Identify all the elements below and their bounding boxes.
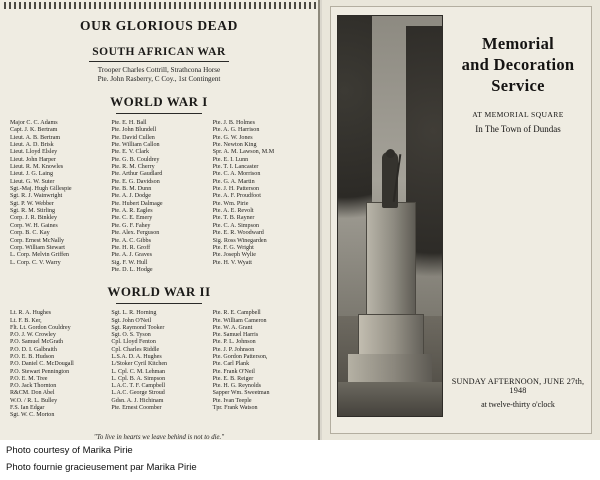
ww2-column-1 <box>10 310 105 419</box>
name-entry: Pte. J. P. Johnson <box>212 346 255 353</box>
name-entry: P.O. Stewart Pennington <box>10 368 70 375</box>
name-entry: Cpl. Charles Riddle <box>111 346 160 353</box>
name-entry: P.O. D. I. Galbraith <box>10 346 57 353</box>
name-entry: Pte. A. R. Eagles <box>111 208 153 215</box>
service-datetime-block <box>447 377 589 409</box>
name-entry: F.S. Ian Edgar <box>10 405 45 412</box>
ww1-name-columns <box>6 118 312 274</box>
name-entry: Lieut. A. B. Bertram <box>10 134 61 141</box>
monument-mid-base <box>358 314 424 356</box>
name-entry: Pte. Alex. Ferguson <box>111 230 160 237</box>
name-entry: Sgt. Raymond Tooker <box>111 324 165 331</box>
photo-credit-english: Photo courtesy of Marika Pirie <box>6 445 133 456</box>
name-entry: L. Corp. C. V. Warry <box>10 259 61 266</box>
name-entry: Pte. Frank O'Neil <box>212 368 255 375</box>
name-entry: Pte. Wm. Pirie <box>212 200 249 207</box>
name-entry: Sgt. O. S. Tyson <box>111 332 151 339</box>
name-entry: Pte. H. V. Wyatt <box>212 259 252 266</box>
name-entry: Pte. David Cullen <box>111 134 155 141</box>
name-entry: Pte. D. L. Hodge <box>111 266 153 273</box>
name-entry: Pte. G. W. Jones <box>212 134 253 141</box>
name-entry: Pte. G. A. Martin <box>212 178 255 185</box>
name-entry: Pte. Samuel Harris <box>212 332 259 339</box>
memorial-statue-photo <box>337 15 443 417</box>
name-entry: Lieut. John Harper <box>10 156 56 163</box>
photo-credit-bar <box>0 440 600 480</box>
name-entry: Pte. H. G. Reynolds <box>212 383 262 390</box>
name-entry: Pte. P. L. Johnson <box>212 339 256 346</box>
name-entry: Pte. J. H. Patterson <box>212 186 260 193</box>
name-entry: Major C. C. Adams <box>10 120 58 126</box>
service-town-label: In The Town of Dundas <box>475 124 561 134</box>
name-entry: Pte. Newton King <box>212 142 257 149</box>
name-entry: L. Cpl. B. A. Simpson <box>111 375 166 382</box>
name-entry: Pte. J. B. Holmes <box>212 120 255 126</box>
name-entry: Pte. E. H. Ball <box>111 120 147 126</box>
name-entry: Pte. E. V. Clark <box>111 149 150 156</box>
service-time: at twelve-thirty o'clock <box>481 400 555 409</box>
name-entry: Pte. W. A. Grant <box>212 324 253 331</box>
name-entry: Pte. G. F. Fahey <box>111 222 151 229</box>
name-entry: Flt. Lt. Gordon Couldrey <box>10 324 71 331</box>
soldier-statue-head <box>386 149 395 158</box>
ww1-column-3 <box>213 120 308 274</box>
service-date: SUNDAY AFTERNOON, JUNE 27th, 1948 <box>451 377 585 395</box>
name-entry: Pte. William Callon <box>111 142 160 149</box>
name-entry: P.O. J. W. Crowley <box>10 332 56 339</box>
name-entry: P.O. Samuel McGrath <box>10 339 64 346</box>
page-title: OUR GLORIOUS DEAD <box>80 18 238 33</box>
name-entry: Pte. F. G. Wright <box>212 244 254 251</box>
name-entry: Pte. R. E. Campbell <box>212 310 261 317</box>
name-entry: Lieut. R. M. Knowles <box>10 164 64 171</box>
name-entry: Pte. Ivan Teeple <box>212 397 252 404</box>
name-entry: Corp. J. R. Binkley <box>10 215 58 222</box>
ww2-column-3 <box>213 310 308 419</box>
name-entry: Pte. B. M. Dunn <box>111 186 152 193</box>
name-entry: Lt. R. A. Hughes <box>10 310 51 317</box>
name-entry: Sgt. W. C. Morton <box>10 412 55 419</box>
name-entry: Sig. Ross Winegarden <box>212 237 267 244</box>
name-entry: Spr. A. M. Lawson, M.M <box>212 149 275 156</box>
name-entry: Pte. John Blundell <box>111 127 157 134</box>
name-entry: Pte. A. J. Dodge <box>111 193 151 200</box>
section-heading-world-war-i: WORLD WAR I <box>110 94 208 109</box>
name-entry: Pte. A. J. Graves <box>111 252 152 259</box>
service-title-line-1: Memorial <box>481 34 555 53</box>
name-entry: Corp. Ernest McNally <box>10 237 64 244</box>
page-edge-perforation <box>4 2 316 9</box>
name-entry: Capt. J. K. Bertram <box>10 127 58 134</box>
name-entry: Cpl. Lloyd Fenton <box>111 339 156 346</box>
ww2-name-columns <box>6 308 312 419</box>
name-entry: P.O. E. M. Tree <box>10 375 48 382</box>
name-entry: Pte. Carl Plank <box>212 361 250 368</box>
monument-column <box>366 202 416 320</box>
name-entry: Lt. F. B. Ker, <box>10 317 42 324</box>
name-entry: Pte. T. B. Rayner <box>212 215 255 222</box>
name-entry: Pte. G. B. Couldrey <box>111 156 160 163</box>
name-entry: Pte. H. R. Groff <box>111 244 151 251</box>
service-title-block <box>447 33 589 134</box>
name-entry: L. Corp. Melvin Griffen <box>10 252 69 259</box>
name-entry: Sig. F. W. Hull <box>111 259 148 266</box>
name-entry: Pte. E. I. Lunn <box>212 156 249 163</box>
ww1-column-2 <box>111 120 206 274</box>
name-entry: W.O. / R. L. Bulley <box>10 397 58 404</box>
name-entry: Pte. Ernest Coomber <box>111 405 162 412</box>
name-entry: Pte. A. E. Revolt <box>212 208 254 215</box>
name-entry: Pte. T. I. Lancaster <box>212 164 259 171</box>
name-entry: Pte. E. B. Reiger <box>212 375 254 382</box>
name-entry: Lieut. J. G. Laing <box>10 171 53 178</box>
divider-rule <box>116 113 202 114</box>
name-entry: Pte. Joseph Wylie <box>212 252 257 259</box>
name-entry: Pte. A. F. Proudfoot <box>212 193 261 200</box>
name-entry: Pte. A. G. Harrison <box>212 127 260 134</box>
section-heading-world-war-ii: WORLD WAR II <box>107 284 211 300</box>
name-entry: P.O. E. B. Hudson <box>10 354 55 360</box>
divider-rule <box>116 303 202 304</box>
name-entry: P.O. Jack Thornton <box>10 383 57 390</box>
name-entry: L. Cpl. C. M. Lehman <box>111 368 166 375</box>
name-entry: Lieut. Lloyd Elsley <box>10 149 58 156</box>
name-entry: Lieut. A. D. Brisk <box>10 142 54 149</box>
name-entry: Pte. C. E. Emery <box>111 215 153 222</box>
name-entry: L.A.C. T. F. Campbell <box>111 383 166 390</box>
name-entry: Pte. A. C. Gibbs <box>111 237 151 244</box>
name-entry: L/Stoker Cyril Kitchen <box>111 361 168 368</box>
epitaph-text: "To live in hearts we leave behind is not to die." <box>93 433 225 440</box>
name-entry: Pte. Arthur Gaudlard <box>111 171 163 178</box>
name-entry: R&CM. Don Abel <box>10 390 55 397</box>
name-entry: Tpr. Frank Watson <box>212 405 258 412</box>
name-entry: Sapper Wm. Sweetman <box>212 390 270 397</box>
right-program-page <box>322 0 600 440</box>
divider-rule <box>89 61 230 62</box>
name-entry: P.O. Daniel C. McDougall <box>10 361 74 368</box>
name-entry: Sgt. P. W. Webber <box>10 200 54 207</box>
name-entry: Lieut. G. W. Suter <box>10 178 55 185</box>
ww2-column-2 <box>111 310 206 419</box>
name-entry: L.A.C. George Stroud <box>111 390 165 397</box>
name-entry: Pte. Hubert Dalmage <box>111 200 163 207</box>
name-entry: Pte. C. A. Simpson <box>212 222 260 229</box>
name-entry: Pte. E. R. Woodward <box>212 230 264 237</box>
name-entry: Sgt. R. M. Stirling <box>10 208 56 215</box>
name-entry: Corp. William Stewart <box>10 244 65 251</box>
name-entry: Pte. William Cameron <box>212 317 267 324</box>
right-page-frame <box>330 6 592 434</box>
name-entry: Pte. E. G. Davidson <box>111 178 160 185</box>
name-entry: Sgt.-Maj. Hugh Gillespie <box>10 186 72 193</box>
name-entry: Corp. W. H. Gaines <box>10 222 58 229</box>
section-heading-south-african-war: SOUTH AFRICAN WAR <box>92 46 226 58</box>
service-title-line-2: and Decoration Service <box>461 55 575 95</box>
name-entry: Pte. C. A. Morrison <box>212 171 261 178</box>
name-entry: Pte. Gordon Patterson, <box>212 354 268 360</box>
name-entry: Pte. R. M. Cherry <box>111 164 155 171</box>
name-entry: Sgt. L. R. Horning <box>111 310 157 317</box>
south-african-war-name-2: Pte. John Rasberry, C Coy., 1st Contingent <box>97 75 221 83</box>
name-entry: L.S.A. D. A. Hughes <box>111 354 162 360</box>
name-entry: Corp. B. C. Kay <box>10 230 50 237</box>
south-african-war-name-1: Trooper Charles Cottrill, Strathcona Horse <box>97 66 221 74</box>
name-entry: Sgt. R. J. Wainwright <box>10 193 63 200</box>
ground-foreground <box>338 382 442 416</box>
name-entry: Sgt. John O'Neil <box>111 317 152 324</box>
service-location-label: AT MEMORIAL SQUARE <box>472 110 564 119</box>
left-program-page <box>0 0 320 440</box>
photo-credit-french: Photo fournie gracieusement par Marika Pirie <box>6 462 197 473</box>
name-entry: Gdsn. A. J. Hichinam <box>111 397 164 404</box>
ww1-column-1 <box>10 120 105 274</box>
